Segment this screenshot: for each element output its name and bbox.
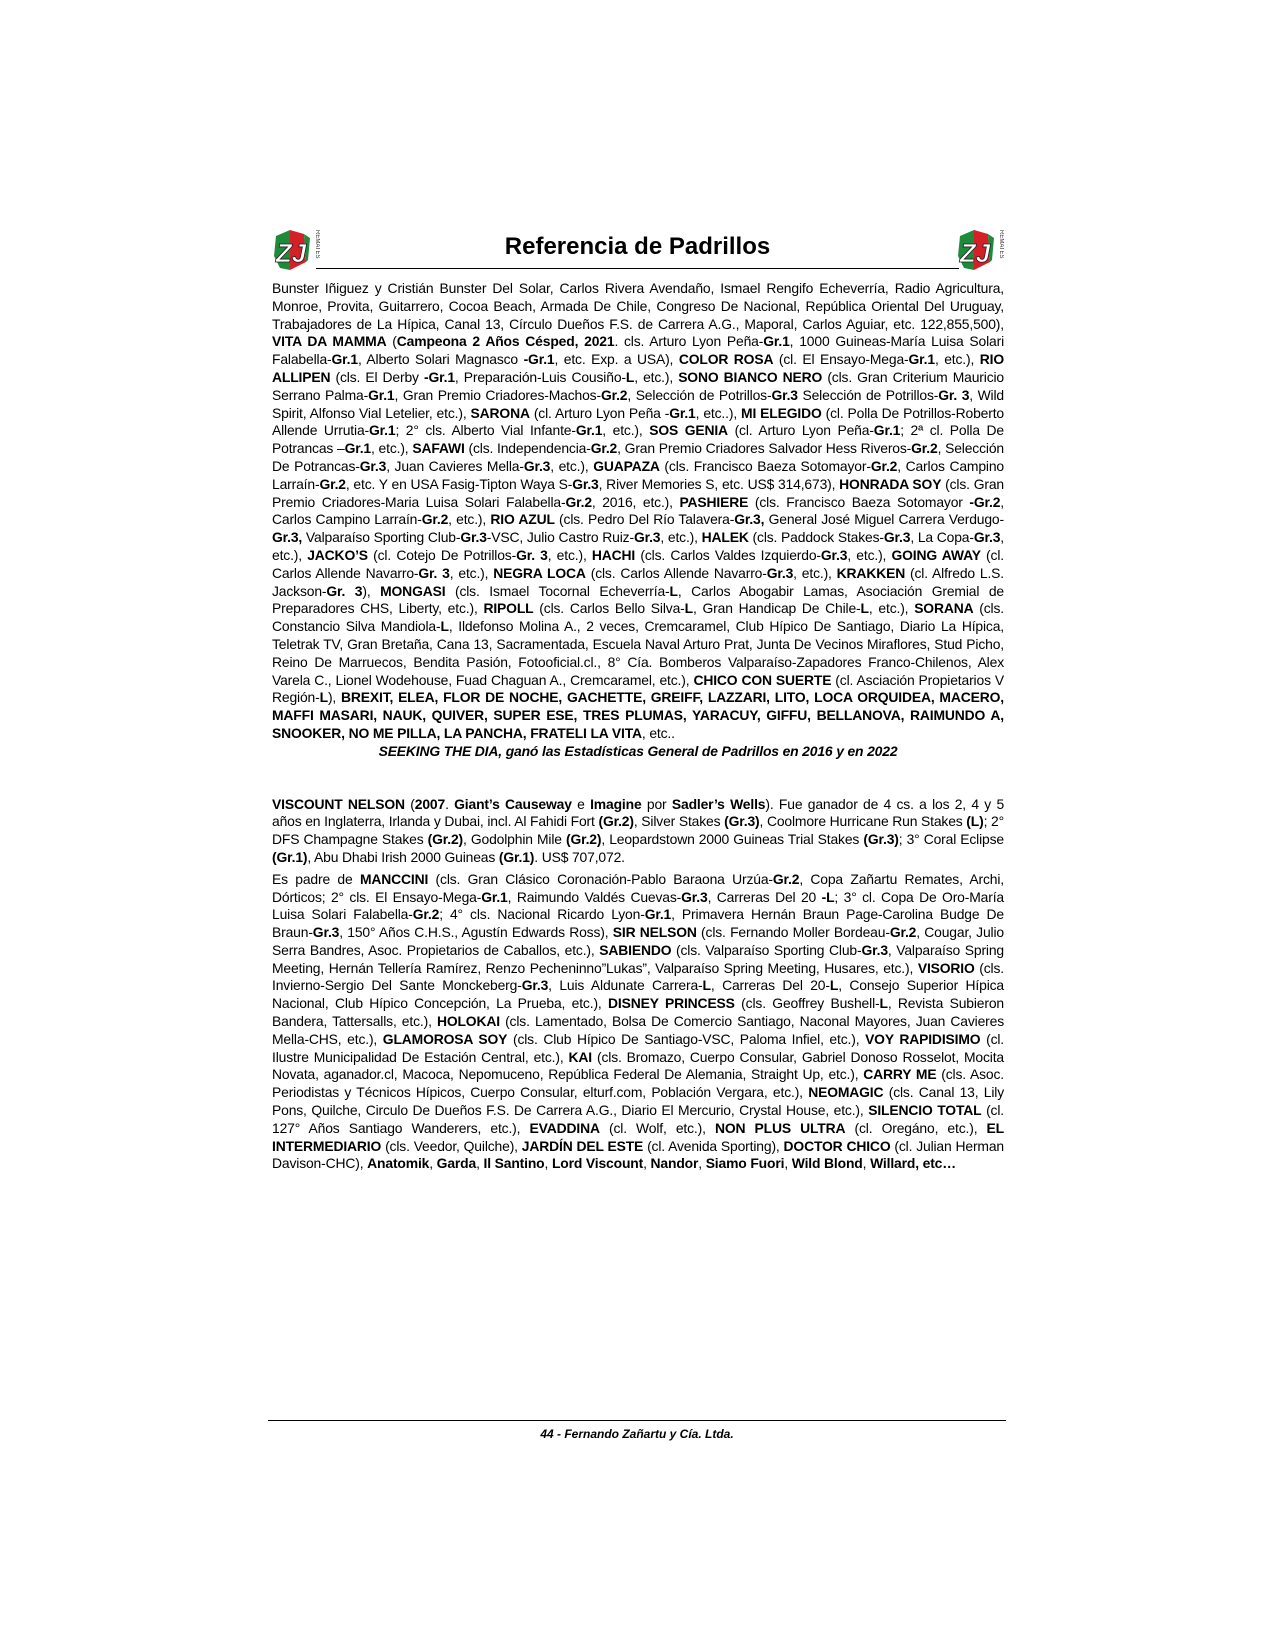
paragraph-viscount-nelson: VISCOUNT NELSON (2007. Giant’s Causeway e Imagine por Sadler’s Wells). Fue ganador de 4 cs. a los 2, 4 y 5 años en Inglaterra, Irlanda y Dubai, incl. Al Fahidi Fort (Gr.2), Silver Stakes (Gr.3), Coolmore Hurricane Run Stakes (L); 2° DFS Champagne Stakes (Gr.2), Godolphin Mile (Gr.2), Leopardstown 2000 Guineas Trial Stakes (Gr.3); 3° Coral Eclipse (Gr.1), Abu Dhabi Irish 2000 Guineas (Gr.1). US$ 707,072. — [272, 795, 1005, 865]
zj-remates-logo — [270, 226, 320, 274]
paragraph-viscount-nelson-offspring: Es padre de MANCCINI (cls. Gran Clásico Coronación-Pablo Baraona Urzúa-Gr.2, Copa Zañartu Remates, Archi, Dórticos; 2° cls. El Ensayo-Mega-Gr.1, Raimundo Valdés Cuevas-Gr.3, Carreras Del 20 -L; 3° cl. Copa De Oro-María Luisa Solari Falabella-Gr.2; 4° cls. Nacional Ricardo Lyon-Gr.1, Primavera Hernán Braun Page-Carolina Budge De Braun-Gr.3, 150° Años C.H.S., Agustín Edwards Ross), SIR NELSON (cls. Fernando Moller Bordeau-Gr.2, Cougar, Julio Serra Bandres, Asoc. Propietarios de Caballos, etc.), SABIENDO (cls. Valparaíso Sporting Club-Gr.3, Valparaíso Spring Meeting, Hernán Tellería Ramírez, Renzo Pecheninno”Lukas”, Valparaíso Spring Meeting, Husares, etc.), VISORIO (cls. Invierno-Sergio Del Sante Monckeberg-Gr.3, Luis Aldunate Carrera-L, Carreras Del 20-L, Consejo Superior Hípica Nacional, Club Hípico Concepción, La Prueba, etc.), DISNEY PRINCESS (cls. Geoffrey Bushell-L, Revista Subieron Bandera, Tattersalls, etc.), HOLOKAI (cls. Lamentado, Bolsa De Comercio Santiago, Naconal Mayores, Juan Cavieres Mella-CHS, etc.), GLAMOROSA SOY (cls. Club Hípico De Santiago-VSC, Paloma Infiel, etc.), VOY RAPIDISIMO (cl. Ilustre Municipalidad De Estación Central, etc.), KAI (cls. Bromazo, Cuerpo Consular, Gabriel Donoso Rosselot, Mocita Novata, aganador.cl, Macoca, Nepomuceno, República Federal De Alemania, Straight Up, etc.), CARRY ME (cls. Asoc. Periodistas y Técnicos Hípicos, Cuerpo Consular, elturf.com, Población Vergara, etc.), NEOMAGIC (cls. Canal 13, Lily Pons, Quilche, Circulo De Dueños F.S. De Carrera A.G., Diario El Mercurio, Crystal House, etc.), SILENCIO TOTAL (cl. 127° Años Santiago Wanderers, etc.), EVADDINA (cl. Wolf, etc.), NON PLUS ULTRA (cl. Oregáno, etc.), EL INTERMEDIARIO (cls. Veedor, Quilche), JARDÍN DEL ESTE (cl. Avenida Sporting), DOCTOR CHICO (cl. Julian Herman Davison-CHC), Anatomik, Garda, Il Santino, Lord Viscount, Nandor, Siamo Fuori, Wild Blond, Willard, etc… — [272, 870, 1005, 1172]
footer-rule — [268, 1420, 1006, 1421]
svg-text:REMATES: REMATES — [314, 230, 320, 259]
svg-text:ZJ: ZJ — [275, 238, 307, 268]
svg-text:REMATES: REMATES — [998, 230, 1004, 259]
header-rule — [316, 268, 959, 269]
page-header — [270, 226, 1005, 276]
paragraph-seeking-the-dia-offspring: Bunster Iñiguez y Cristián Bunster Del Solar, Carlos Rivera Avendaño, Ismael Rengifo Echeverría, Radio Agricultura, Monroe, Provita, Guitarrero, Cocoa Beach, Armada De Chile, Congreso De Nacional, República Oriental Del Uruguay, Trabajadores de La Hípica, Canal 13, Círculo Dueños F.S. de Carrera A.G., Maporal, Carlos Aguiar, etc. 122,855,500), VITA DA MAMMA (Campeona 2 Años Césped, 2021. cls. Arturo Lyon Peña-Gr.1, 1000 Guineas-María Luisa Solari Falabella-Gr.1, Alberto Solari Magnasco -Gr.1, etc. Exp. a USA), COLOR ROSA (cl. El Ensayo-Mega-Gr.1, etc.), RIO ALLIPEN (cls. El Derby -Gr.1, Preparación-Luis Cousiño-L, etc.), SONO BIANCO NERO (cls. Gran Criterium Mauricio Serrano Palma-Gr.1, Gran Premio Criadores-Machos-Gr.2, Selección de Potrillos-Gr.3 Selección de Potrillos-Gr. 3, Wild Spirit, Alfonso Vial Letelier, etc.), SARONA (cl. Arturo Lyon Peña -Gr.1, etc..), MI ELEGIDO (cl. Polla De Potrillos-Roberto Allende Urrutia-Gr.1; 2° cls. Alberto Vial Infante-Gr.1, etc.), SOS GENIA (cl. Arturo Lyon Peña-Gr.1; 2ª cl. Polla De Potrancas –Gr.1, etc.), SAFAWI (cls. Independencia-Gr.2, Gran Premio Criadores Salvador Hess Riveros-Gr.2, Selección De Potrancas-Gr.3, Juan Cavieres Mella-Gr.3, etc.), GUAPAZA (cls. Francisco Baeza Sotomayor-Gr.2, Carlos Campino Larraín-Gr.2, etc. Y en USA Fasig-Tipton Waya S-Gr.3, River Memories S, etc. US$ 314,673), HONRADA SOY (cls. Gran Premio Criadores-Maria Luisa Solari Falabella-Gr.2, 2016, etc.), PASHIERE (cls. Francisco Baeza Sotomayor -Gr.2, Carlos Campino Larraín-Gr.2, etc.), RIO AZUL (cls. Pedro Del Río Talavera-Gr.3, General José Miguel Carrera Verdugo-Gr.3, Valparaíso Sporting Club-Gr.3-VSC, Julio Castro Ruiz-Gr.3, etc.), HALEK (cls. Paddock Stakes-Gr.3, La Copa-Gr.3, etc.), JACKO’S (cl. Cotejo De Potrillos-Gr. 3, etc.), HACHI (cls. Carlos Valdes Izquierdo-Gr.3, etc.), GOING AWAY (cl. Carlos Allende Navarro-Gr. 3, etc.), NEGRA LOCA (cls. Carlos Allende Navarro-Gr.3, etc.), KRAKKEN (cl. Alfredo L.S. Jackson-Gr. 3), MONGASI (cls. Ismael Tocornal Echeverría-L, Carlos Abogabir Lamas, Asociación Gremial de Preparadores CHS, Liberty, etc.), RIPOLL (cls. Carlos Bello Silva-L, Gran Handicap De Chile-L, etc.), SORANA (cls. Constancio Silva Mandiola-L, Ildefonso Molina A., 2 veces, Cremcaramel, Club Hípico De Santiago, Diario La Hípica, Teletrak TV, Gran Bretaña, Cana 13, Sacramentada, Escuela Naval Arturo Prat, Junta De Vecinos Miraflores, Stud Picho, Reino De Marruecos, Bendita Pasión, Fotooficial.cl., 8° Cía. Bomberos Valparaíso-Zapadores Franco-Chilenos, Alex Varela C., Lionel Wodehouse, Fuad Chaguan A., Cremcaramel, etc.), CHICO CON SUERTE (cl. Asciación Propietarios V Región-L), BREXIT, ELEA, FLOR DE NOCHE, GACHETTE, GREIFF, LAZZARI, LITO, LOCA ORQUIDEA, MACERO, MAFFI MASARI, NAUK, QUIVER, SUPER ESE, TRES PLUMAS, YARACUY, GIFFU, BELLANOVA, RAIMUNDO A, SNOOKER, NO ME PILLA, LA PANCHA, FRATELI LA VITA, etc.. — [272, 280, 1005, 741]
svg-text:ZJ: ZJ — [959, 238, 991, 268]
page-footer: 44 - Fernando Zañartu y Cía. Ltda. — [540, 1427, 734, 1441]
zj-remates-logo-right — [954, 226, 1004, 274]
statistics-note: SEEKING THE DIA, ganó las Estadísticas General de Padrillos en 2016 y en 2022 — [378, 742, 898, 759]
article-body — [272, 280, 1004, 1173]
page-title: Referencia de Padrillos — [504, 233, 771, 260]
